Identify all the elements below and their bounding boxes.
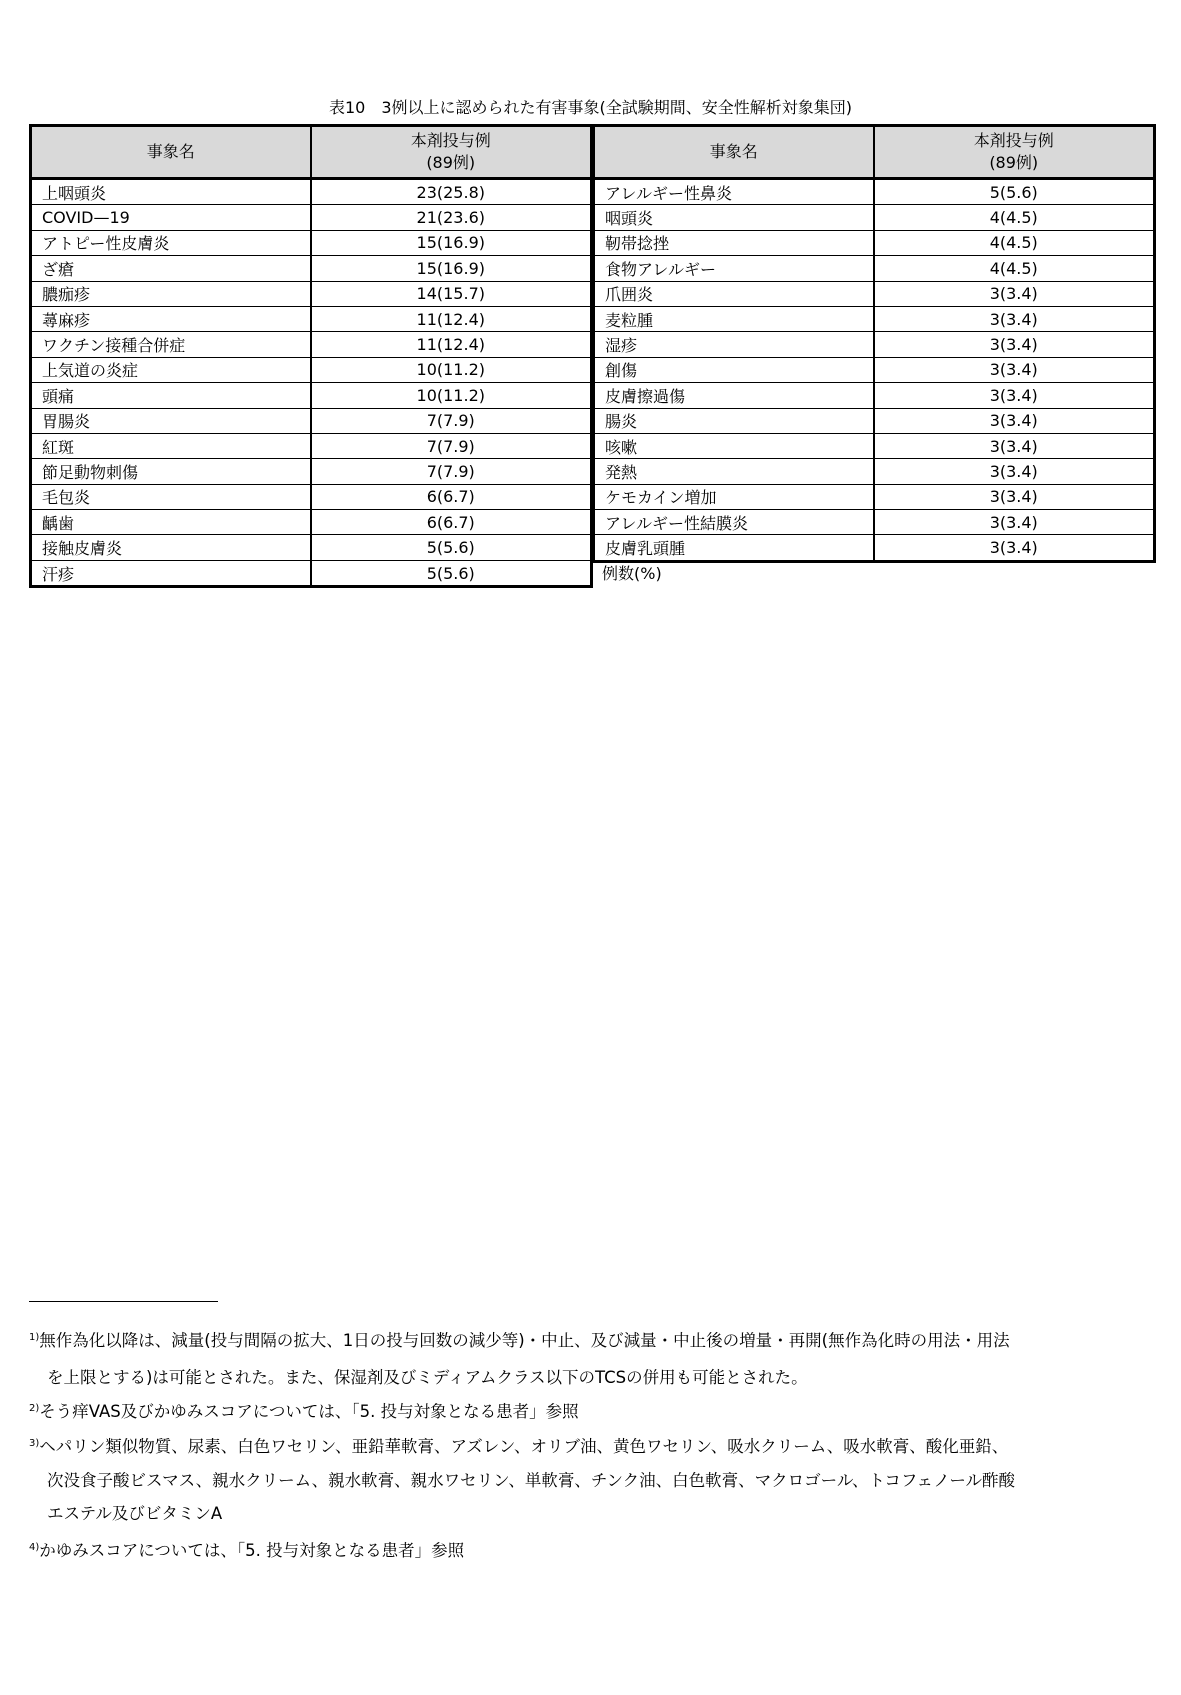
table-row	[594, 459, 1155, 484]
event-count: 7(7.9)	[311, 408, 592, 433]
event-count: 15(16.9)	[311, 256, 592, 281]
header-dose	[311, 126, 592, 179]
table-row	[31, 205, 592, 230]
footnote-line	[29, 1537, 464, 1561]
table-header-row	[594, 126, 1155, 179]
event-count: 5(5.6)	[874, 179, 1155, 205]
event-count: 4(4.5)	[874, 230, 1155, 255]
table-row	[31, 535, 592, 560]
event-count: 3(3.4)	[874, 535, 1155, 561]
event-name: 発熱	[594, 459, 874, 484]
event-count: 4(4.5)	[874, 205, 1155, 230]
table-title: 表10 3例以上に認められた有害事象(全試験期間、安全性解析対象集団)	[328, 98, 853, 117]
table-row	[594, 306, 1155, 331]
event-name: 頭痛	[31, 383, 311, 408]
table-row	[31, 383, 592, 408]
event-name: 咳嗽	[594, 433, 874, 458]
event-name: 創傷	[594, 357, 874, 382]
event-count: 7(7.9)	[311, 433, 592, 458]
event-name: 湿疹	[594, 332, 874, 357]
header-event: 事象名	[31, 126, 311, 179]
footnote-line	[29, 1327, 1010, 1351]
header-dose-line1: 本剤投与例	[410, 131, 491, 150]
table-row	[31, 230, 592, 255]
footnote-mark: 2)	[29, 1403, 40, 1414]
event-name: 膿痂疹	[31, 281, 311, 306]
footnote-line	[29, 1433, 1008, 1457]
event-name: 靭帯捻挫	[594, 230, 874, 255]
table-row	[594, 281, 1155, 306]
table-row	[594, 179, 1155, 205]
event-name: 上気道の炎症	[31, 357, 311, 382]
event-name: 腸炎	[594, 408, 874, 433]
table-row	[31, 433, 592, 458]
table-row	[594, 357, 1155, 382]
footnote-line	[47, 1467, 1015, 1491]
event-name: 皮膚擦過傷	[594, 383, 874, 408]
event-count: 11(12.4)	[311, 332, 592, 357]
event-name: ケモカイン増加	[594, 484, 874, 509]
event-count: 3(3.4)	[874, 332, 1155, 357]
event-count: 6(6.7)	[311, 484, 592, 509]
footnote-text: エステル及びビタミンA	[47, 1504, 223, 1523]
event-count: 3(3.4)	[874, 306, 1155, 331]
table-row	[31, 459, 592, 484]
event-count: 4(4.5)	[874, 256, 1155, 281]
table-row	[594, 205, 1155, 230]
table-row	[31, 510, 592, 535]
event-count: 21(23.6)	[311, 205, 592, 230]
event-name: 咽頭炎	[594, 205, 874, 230]
event-count: 10(11.2)	[311, 383, 592, 408]
table-note: 例数(%)	[602, 564, 662, 583]
event-name: 毛包炎	[31, 484, 311, 509]
table-row	[31, 408, 592, 433]
footnote-text: かゆみスコアについては、「5. 投与対象となる患者」参照	[39, 1541, 465, 1560]
event-name: 蕁麻疹	[31, 306, 311, 331]
event-count: 5(5.6)	[311, 560, 592, 586]
footnote-line	[47, 1364, 808, 1388]
table-row	[31, 332, 592, 357]
event-count: 3(3.4)	[874, 459, 1155, 484]
table-header-row	[31, 126, 592, 179]
event-name: 接触皮膚炎	[31, 535, 311, 560]
table-row	[31, 306, 592, 331]
header-event: 事象名	[594, 126, 874, 179]
table-row	[594, 510, 1155, 535]
event-name: アレルギー性鼻炎	[594, 179, 874, 205]
footnote-line	[29, 1398, 579, 1422]
footnote-text: ヘパリン類似物質、尿素、白色ワセリン、亜鉛華軟膏、アズレン、オリブ油、黄色ワセリン、吸水クリーム、吸水軟膏、酸化亜鉛、	[39, 1437, 1009, 1456]
event-name: 麦粒腫	[594, 306, 874, 331]
adverse-events-table-right	[592, 124, 1156, 563]
event-count: 3(3.4)	[874, 510, 1155, 535]
event-count: 15(16.9)	[311, 230, 592, 255]
event-name: 皮膚乳頭腫	[594, 535, 874, 561]
adverse-events-table-left	[29, 124, 593, 588]
table-row	[594, 408, 1155, 433]
header-dose-line2: (89例)	[989, 153, 1039, 172]
table-row	[31, 281, 592, 306]
event-count: 3(3.4)	[874, 357, 1155, 382]
event-count: 6(6.7)	[311, 510, 592, 535]
event-count: 10(11.2)	[311, 357, 592, 382]
event-count: 5(5.6)	[311, 535, 592, 560]
event-name: 汗疹	[31, 560, 311, 586]
footnote-mark: 4)	[29, 1542, 40, 1553]
table-row	[31, 179, 592, 205]
footnote-mark: 3)	[29, 1438, 40, 1449]
event-name: アトピー性皮膚炎	[31, 230, 311, 255]
footnote-text: 無作為化以降は、減量(投与間隔の拡大、1日の投与回数の減少等)・中止、及び減量・中止後の増量・再開(無作為化時の用法・用法	[39, 1331, 1010, 1350]
event-name: COVID—19	[31, 205, 311, 230]
header-dose-line1: 本剤投与例	[973, 131, 1054, 150]
event-count: 3(3.4)	[874, 433, 1155, 458]
event-count: 3(3.4)	[874, 383, 1155, 408]
event-name: アレルギー性結膜炎	[594, 510, 874, 535]
table-row	[594, 230, 1155, 255]
table-row	[594, 256, 1155, 281]
table-row	[594, 535, 1155, 561]
event-count: 3(3.4)	[874, 484, 1155, 509]
event-name: ワクチン接種合併症	[31, 332, 311, 357]
table-row	[594, 383, 1155, 408]
event-name: 上咽頭炎	[31, 179, 311, 205]
table-row	[31, 357, 592, 382]
table-row	[31, 560, 592, 586]
table-row	[594, 484, 1155, 509]
event-name: 食物アレルギー	[594, 256, 874, 281]
event-count: 14(15.7)	[311, 281, 592, 306]
footnote-text: そう痒VAS及びかゆみスコアについては、「5. 投与対象となる患者」参照	[39, 1402, 579, 1421]
event-name: 齲歯	[31, 510, 311, 535]
table-row	[31, 256, 592, 281]
table-row	[31, 484, 592, 509]
footnote-separator	[29, 1301, 218, 1302]
event-count: 11(12.4)	[311, 306, 592, 331]
event-count: 23(25.8)	[311, 179, 592, 205]
event-name: 胃腸炎	[31, 408, 311, 433]
header-dose	[874, 126, 1155, 179]
event-name: 紅斑	[31, 433, 311, 458]
header-dose-line2: (89例)	[426, 153, 476, 172]
event-name: 節足動物刺傷	[31, 459, 311, 484]
event-name: 爪囲炎	[594, 281, 874, 306]
event-count: 7(7.9)	[311, 459, 592, 484]
table-row	[594, 433, 1155, 458]
table-row	[594, 332, 1155, 357]
footnote-text: を上限とする)は可能とされた。また、保湿剤及びミディアムクラス以下のTCSの併用も可能とされた。	[47, 1368, 808, 1387]
event-count: 3(3.4)	[874, 281, 1155, 306]
footnote-mark: 1)	[29, 1332, 40, 1343]
event-count: 3(3.4)	[874, 408, 1155, 433]
footnote-text: 次没食子酸ビスマス、親水クリーム、親水軟膏、親水ワセリン、単軟膏、チンク油、白色軟膏、マクロゴール、トコフェノール酢酸	[47, 1471, 1016, 1490]
footnote-line	[47, 1500, 222, 1524]
event-name: ざ瘡	[31, 256, 311, 281]
